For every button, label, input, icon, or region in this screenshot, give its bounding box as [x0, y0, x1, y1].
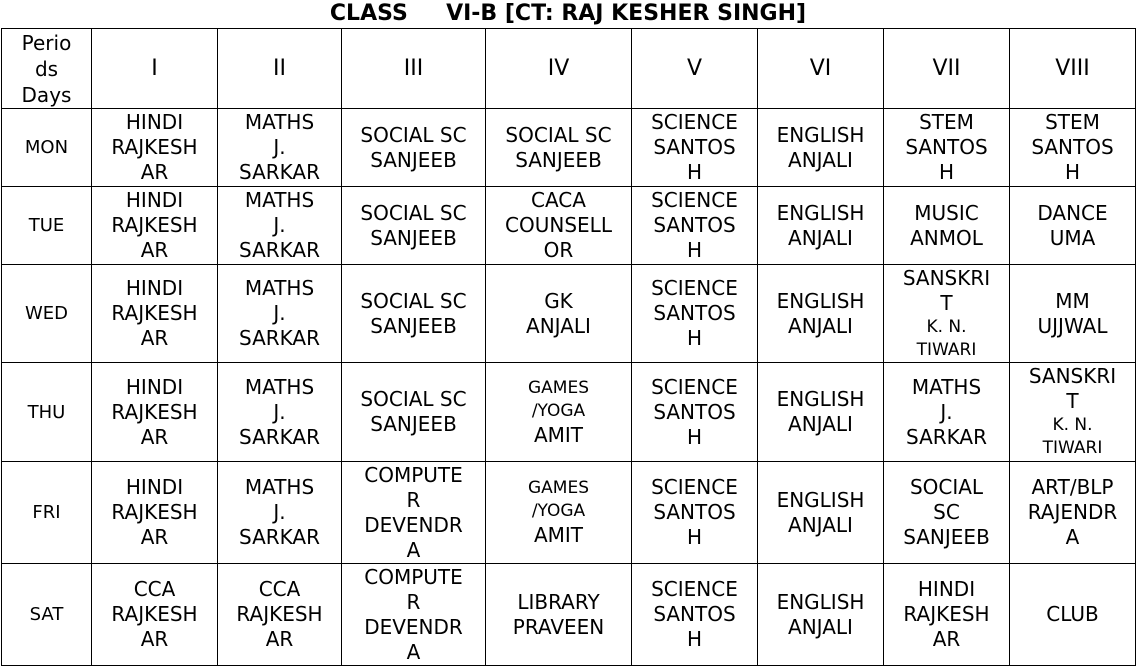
cell-line: J.	[940, 399, 953, 424]
cell-line: ART/BLP	[1031, 475, 1114, 499]
cell-line: GK	[544, 288, 573, 313]
timetable-cell	[884, 363, 1010, 462]
timetable-cell	[1010, 462, 1136, 564]
header-row	[2, 29, 1136, 109]
day-label: SAT	[2, 564, 92, 666]
cell-line: SANTOS	[653, 399, 736, 424]
cell-line: SANJEEB	[903, 525, 990, 549]
cell-line: ENGLISH	[776, 589, 865, 614]
period-header: V	[632, 29, 758, 109]
timetable-cell	[1010, 265, 1136, 363]
period-header: IV	[486, 29, 632, 109]
cell-line: H	[686, 326, 703, 350]
timetable-cell	[486, 363, 632, 462]
cell-line: HINDI	[125, 110, 184, 134]
timetable-cell	[1010, 109, 1136, 187]
period-header: VI	[758, 29, 884, 109]
cell-line: MATHS	[911, 374, 982, 399]
cell-line: SARKAR	[239, 424, 320, 449]
cell-line: RAJKESH	[111, 135, 198, 159]
cell-line: HINDI	[125, 188, 184, 212]
cell-line: RAJKESH	[111, 500, 198, 524]
timetable-cell	[758, 109, 884, 187]
timetable-cell	[218, 363, 342, 462]
cell-line: H	[1064, 160, 1081, 184]
cell-line: CCA	[133, 577, 176, 601]
cell-line: COUNSELL	[505, 213, 612, 237]
cell-line: H	[686, 627, 703, 651]
cell-line: AMIT	[533, 523, 584, 547]
timetable-cell	[342, 564, 486, 666]
cell-line: J.	[273, 301, 286, 325]
cell-line: DEVENDR	[364, 512, 463, 537]
cell-line: ANJALI	[788, 147, 853, 172]
timetable-cell	[342, 109, 486, 187]
cell-line: CLUB	[1046, 602, 1099, 626]
timetable-cell	[884, 187, 1010, 265]
cell-line: SCIENCE	[651, 475, 738, 499]
cell-line: TIWARI	[916, 339, 977, 360]
timetable-cell	[884, 109, 1010, 187]
cell-line: ANJALI	[788, 313, 853, 338]
timetable-cell	[342, 187, 486, 265]
cell-line: R	[406, 589, 421, 614]
cell-line: SANTOS	[653, 301, 736, 325]
cell-line: J.	[273, 213, 286, 237]
cell-line: SARKAR	[239, 238, 320, 262]
timetable-cell	[486, 462, 632, 564]
timetable-cell	[884, 564, 1010, 666]
cell-line: TIWARI	[1042, 438, 1103, 458]
cell-line: SCIENCE	[651, 110, 738, 134]
cell-line: SANJEEB	[370, 412, 457, 436]
timetable-cell	[632, 187, 758, 265]
cell-line: ENGLISH	[776, 487, 865, 512]
cell-line: AR	[140, 238, 169, 262]
cell-line: MATHS	[244, 475, 315, 499]
cell-line: AR	[140, 160, 169, 184]
timetable-cell	[884, 265, 1010, 363]
cell-line: SANJEEB	[370, 147, 457, 172]
timetable-cell	[758, 564, 884, 666]
corner-label: Perio	[21, 30, 72, 55]
cell-line: J.	[273, 135, 286, 159]
cell-line: AMIT	[533, 422, 584, 447]
cell-line: SARKAR	[239, 525, 320, 549]
day-label: TUE	[2, 187, 92, 265]
cell-line: H	[686, 238, 703, 262]
cell-line: GAMES	[527, 478, 589, 498]
cell-line: AR	[140, 525, 169, 549]
timetable-title: CLASS VI-B [CT: RAJ KESHER SINGH]	[329, 1, 807, 26]
cell-line: SOCIAL SC	[360, 288, 467, 313]
cell-line: RAJKESH	[236, 602, 323, 626]
corner-cell	[2, 29, 92, 109]
timetable-cell	[218, 564, 342, 666]
cell-line: SANJEEB	[370, 313, 457, 338]
cell-line: T	[1066, 389, 1079, 413]
timetable-cell	[92, 363, 218, 462]
cell-line: K. N.	[926, 316, 967, 337]
cell-line: ANJALI	[788, 614, 853, 639]
timetable-cell	[486, 187, 632, 265]
timetable-cell	[92, 109, 218, 187]
cell-line: ANJALI	[788, 412, 853, 436]
cell-line: SANTOS	[653, 500, 736, 524]
cell-line: RAJKESH	[111, 213, 198, 237]
cell-line: ANJALI	[788, 512, 853, 537]
cell-line: MATHS	[244, 110, 315, 134]
cell-line: H	[686, 525, 703, 549]
timetable-cell	[632, 363, 758, 462]
cell-line: OR	[543, 238, 574, 262]
timetable-cell	[758, 187, 884, 265]
timetable-cell	[92, 187, 218, 265]
timetable-cell	[218, 462, 342, 564]
timetable-cell	[486, 564, 632, 666]
cell-line: K. N.	[1052, 415, 1093, 435]
cell-line: STEM	[919, 110, 974, 134]
day-row	[2, 564, 1136, 666]
cell-line: STEM	[1045, 110, 1100, 134]
corner-label: ds	[34, 56, 59, 81]
cell-line: UJJWAL	[1037, 313, 1108, 338]
cell-line: SCIENCE	[651, 276, 738, 300]
cell-line: ENGLISH	[776, 387, 865, 411]
cell-line: /YOGA	[531, 501, 586, 521]
day-row	[2, 462, 1136, 564]
cell-line: SARKAR	[239, 160, 320, 184]
cell-line: ENGLISH	[776, 122, 865, 147]
cell-line: ANMOL	[910, 225, 983, 250]
cell-line: SCIENCE	[651, 188, 738, 212]
corner-label: Days	[21, 82, 72, 107]
cell-line: /YOGA	[531, 400, 586, 421]
timetable-cell	[1010, 363, 1136, 462]
cell-line: A	[1065, 525, 1080, 549]
cell-line: COMPUTE	[364, 564, 463, 589]
day-label: MON	[2, 109, 92, 187]
cell-line: MATHS	[244, 374, 315, 399]
cell-line: SARKAR	[239, 326, 320, 350]
cell-line: HINDI	[125, 374, 184, 399]
timetable-cell	[486, 109, 632, 187]
cell-line: SC	[933, 500, 960, 524]
cell-line: SOCIAL	[909, 475, 984, 499]
period-header: VIII	[1010, 29, 1136, 109]
cell-line: SANSKRI	[1028, 364, 1117, 388]
cell-line: RAJKESH	[111, 301, 198, 325]
cell-line: ENGLISH	[776, 288, 865, 313]
cell-line: RAJKESH	[111, 602, 198, 626]
day-row	[2, 109, 1136, 187]
day-row	[2, 363, 1136, 462]
cell-line: ANJALI	[526, 313, 591, 338]
timetable-cell	[884, 462, 1010, 564]
day-label: FRI	[2, 462, 92, 564]
cell-line: LIBRARY	[517, 589, 600, 614]
cell-line: AR	[140, 424, 169, 449]
cell-line: CACA	[531, 188, 586, 212]
cell-line: MATHS	[244, 188, 315, 212]
cell-line: ANJALI	[788, 225, 853, 250]
timetable-cell	[758, 462, 884, 564]
cell-line: SANTOS	[653, 135, 736, 159]
cell-line: J.	[273, 500, 286, 524]
cell-line: R	[406, 487, 421, 512]
day-label: WED	[2, 265, 92, 363]
cell-line: SANSKRI	[902, 265, 991, 290]
cell-line: MUSIC	[914, 200, 979, 225]
cell-line: SCIENCE	[651, 577, 738, 601]
timetable-cell	[342, 363, 486, 462]
period-header: VII	[884, 29, 1010, 109]
cell-line: T	[940, 290, 953, 315]
cell-line: HINDI	[125, 276, 184, 300]
timetable-cell	[218, 265, 342, 363]
cell-line: DANCE	[1037, 200, 1108, 225]
day-label: THU	[2, 363, 92, 462]
cell-line: H	[686, 160, 703, 184]
cell-line: HINDI	[917, 577, 976, 601]
cell-line: SARKAR	[906, 424, 987, 449]
cell-line: RAJKESH	[903, 602, 990, 626]
cell-line: MATHS	[244, 276, 315, 300]
cell-line: AR	[265, 627, 294, 651]
cell-line: SCIENCE	[651, 374, 738, 399]
cell-line: AR	[140, 326, 169, 350]
cell-line: AR	[140, 627, 169, 651]
timetable	[1, 28, 1136, 666]
timetable-cell	[758, 363, 884, 462]
period-header: III	[342, 29, 486, 109]
timetable-cell	[342, 462, 486, 564]
period-header: II	[218, 29, 342, 109]
cell-line: H	[938, 160, 955, 184]
cell-line: SANTOS	[653, 602, 736, 626]
cell-line: DEVENDR	[364, 614, 463, 639]
cell-line: A	[406, 639, 421, 664]
cell-line: J.	[273, 399, 286, 424]
cell-line: COMPUTE	[364, 462, 463, 487]
cell-line: CCA	[258, 577, 301, 601]
cell-line: SOCIAL SC	[360, 200, 467, 225]
timetable-cell	[1010, 187, 1136, 265]
timetable-cell	[632, 265, 758, 363]
cell-line: SOCIAL SC	[360, 122, 467, 147]
timetable-cell	[218, 187, 342, 265]
cell-line: UMA	[1049, 225, 1096, 250]
timetable-cell	[486, 265, 632, 363]
cell-line: PRAVEEN	[512, 614, 605, 639]
cell-line: SANJEEB	[515, 147, 602, 172]
timetable-cell	[632, 109, 758, 187]
cell-line: SANTOS	[1031, 135, 1114, 159]
cell-line: H	[686, 424, 703, 449]
timetable-cell	[92, 265, 218, 363]
cell-line: A	[406, 537, 421, 562]
cell-line: SANTOS	[653, 213, 736, 237]
timetable-cell	[632, 564, 758, 666]
cell-line: SOCIAL SC	[360, 387, 467, 411]
timetable-cell	[342, 265, 486, 363]
timetable-cell	[632, 462, 758, 564]
cell-line: ENGLISH	[776, 200, 865, 225]
day-row	[2, 187, 1136, 265]
cell-line: AR	[932, 627, 961, 651]
cell-line: SOCIAL SC	[505, 122, 612, 147]
timetable-cell	[218, 109, 342, 187]
timetable-cell	[92, 462, 218, 564]
cell-line: MM	[1055, 288, 1090, 313]
cell-line: SANTOS	[905, 135, 988, 159]
cell-line: RAJENDR	[1027, 500, 1118, 524]
cell-line: GAMES	[527, 377, 589, 398]
cell-line: HINDI	[125, 475, 184, 499]
day-row	[2, 265, 1136, 363]
timetable-cell	[758, 265, 884, 363]
cell-line: RAJKESH	[111, 399, 198, 424]
cell-line: SANJEEB	[370, 225, 457, 250]
timetable-cell	[1010, 564, 1136, 666]
period-header: I	[92, 29, 218, 109]
timetable-cell	[92, 564, 218, 666]
